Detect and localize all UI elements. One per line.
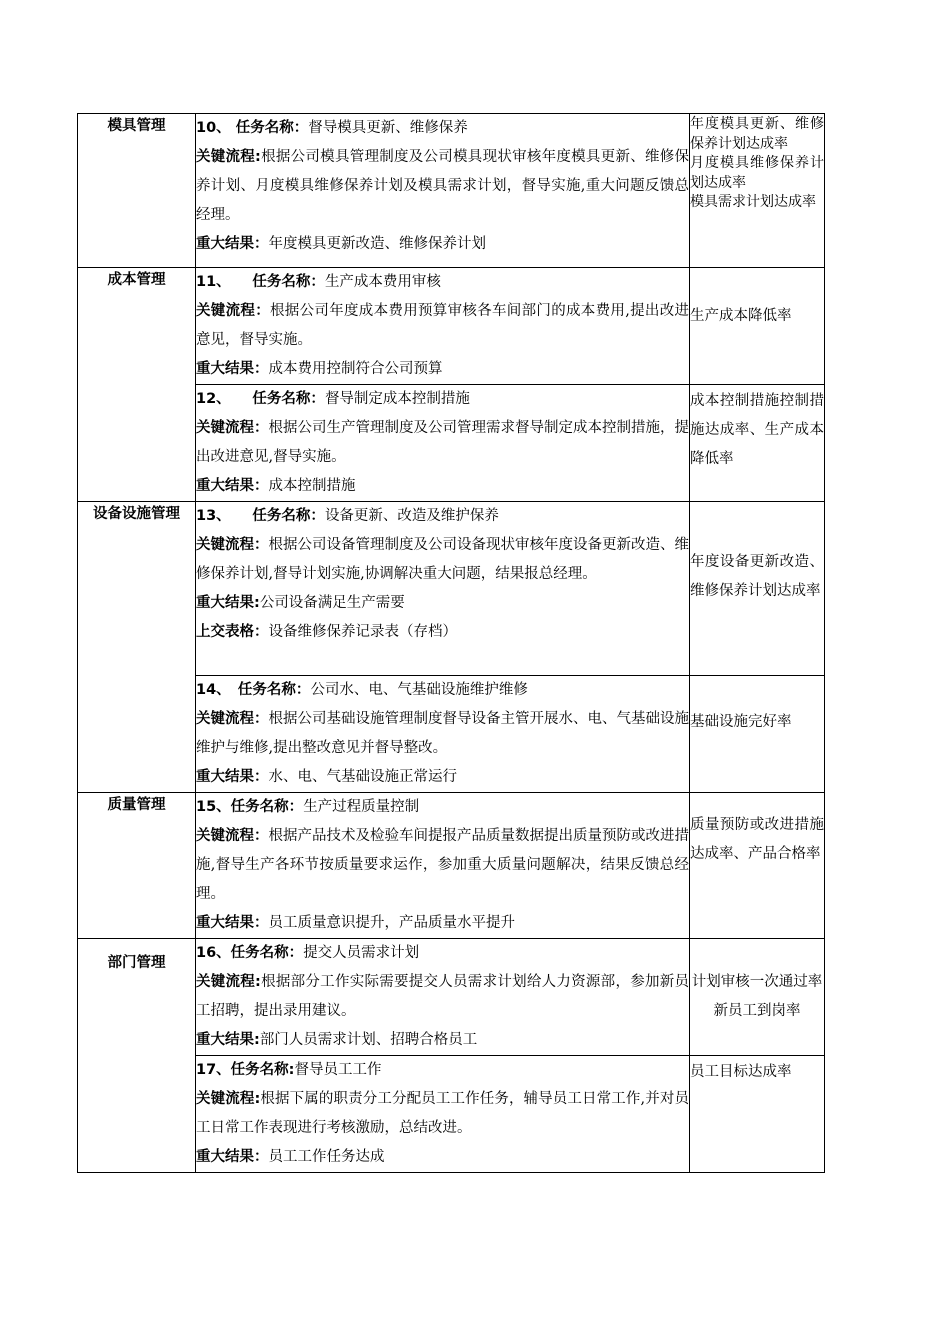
result-text: 员工工作任务达成: [268, 1149, 385, 1165]
task-title-label: 10、 任务名称：: [196, 120, 309, 136]
process-text: 根据公司生产管理制度及公司管理需求督导制定成本控制措施，提出改进意见,督导实施。: [196, 420, 689, 465]
task-cell: [196, 939, 690, 1056]
kpi-text: 年度模具更新、维修保养计划达成率: [690, 116, 824, 152]
task-title-text: 督导制定成本控制措施: [324, 391, 470, 407]
task-title: [196, 502, 689, 531]
kpi-text: 模具需求计划达成率: [690, 194, 816, 210]
task-title-text: 生产过程质量控制: [303, 799, 420, 815]
task-cell: [196, 385, 690, 502]
result-text: 年度模具更新改造、维修保养计划: [268, 236, 486, 252]
task-result: [196, 472, 689, 501]
task-cell: [196, 114, 690, 268]
kpi-cell: [690, 793, 825, 939]
task-title-label: 16、任务名称：: [196, 945, 304, 961]
task-process: [196, 143, 689, 230]
task-title: [196, 793, 689, 822]
process-label: 关键流程：: [196, 420, 269, 436]
task-process: [196, 705, 689, 763]
responsibility-table: [77, 113, 825, 1173]
result-label: 重大结果：: [196, 361, 269, 377]
result-text: 水、电、气基础设施正常运行: [268, 769, 457, 785]
form-text: 设备维修保养记录表（存档）: [268, 624, 457, 640]
task-result: [196, 355, 689, 384]
process-text: 根据公司模具管理制度及公司模具现状审核年度模具更新、维修保养计划、月度模具维修保养计划及模具需求计划，督导实施,重大问题反馈总经理。: [196, 149, 689, 223]
result-text: 公司设备满足生产需要: [259, 595, 405, 611]
task-process: [196, 297, 689, 355]
task-title-text: 提交人员需求计划: [303, 945, 420, 961]
task-title: [196, 114, 689, 143]
kpi-cell: [690, 114, 825, 268]
process-label: 关键流程:: [196, 1091, 261, 1107]
task-title-text: 督导员工工作: [294, 1062, 382, 1078]
task-cell: [196, 676, 690, 793]
result-label: 重大结果：: [196, 1149, 269, 1165]
task-process: [196, 414, 689, 472]
task-cell: [196, 502, 690, 676]
process-text: 根据公司年度成本费用预算审核各车间部门的成本费用,提出改进意见，督导实施。: [196, 303, 689, 348]
task-title-text: 生产成本费用审核: [324, 274, 441, 290]
task-title: [196, 385, 689, 414]
process-label: 关键流程:: [196, 974, 261, 990]
task-title-label: 12、 任务名称：: [196, 391, 325, 407]
category-cell: 部门管理: [78, 939, 196, 1173]
task-title-text: 公司水、电、气基础设施维护维修: [310, 682, 528, 698]
task-title-label: 17、任务名称:: [196, 1062, 295, 1078]
result-label: 重大结果:: [196, 1032, 260, 1048]
table-row: [78, 939, 825, 1056]
process-text: 根据公司设备管理制度及公司设备现状审核年度设备更新改造、维修保养计划,督导计划实施,协调解决重大问题，结果报总经理。: [196, 537, 689, 582]
result-label: 重大结果:: [196, 595, 260, 611]
process-label: 关键流程：: [196, 828, 269, 844]
kpi-text: 新员工到岗率: [713, 1003, 801, 1019]
kpi-cell: [690, 939, 825, 1056]
task-process: [196, 968, 689, 1026]
task-result: [196, 589, 689, 618]
kpi-cell: [690, 676, 825, 793]
task-title-text: 设备更新、改造及维护保养: [324, 508, 499, 524]
task-process: [196, 531, 689, 589]
process-text: 根据下属的职责分工分配员工工作任务，辅导员工日常工作,并对员工日常工作表现进行考核激励，总结改进。: [196, 1091, 689, 1136]
kpi-cell: [690, 385, 825, 502]
category-cell: 设备设施管理: [78, 502, 196, 793]
result-text: 部门人员需求计划、招聘合格员工: [259, 1032, 478, 1048]
process-text: 根据产品技术及检验车间提报产品质量数据提出质量预防或改进措施,督导生产各环节按质量要求运作，参加重大质量问题解决，结果反馈总经理。: [196, 828, 689, 902]
task-title: [196, 676, 689, 705]
task-result: [196, 230, 689, 259]
kpi-text: 员工目标达成率: [690, 1064, 792, 1080]
result-label: 重大结果：: [196, 478, 269, 494]
table-row: [78, 114, 825, 268]
task-process: [196, 822, 689, 909]
table-row: [78, 268, 825, 385]
task-result: [196, 1026, 689, 1055]
result-label: 重大结果：: [196, 769, 269, 785]
kpi-cell: [690, 1056, 825, 1173]
task-title: [196, 939, 689, 968]
task-process: [196, 1085, 689, 1143]
kpi-text: 月度模具维修保养计划达成率: [690, 155, 824, 191]
result-text: 成本费用控制符合公司预算: [268, 361, 443, 377]
task-cell: [196, 1056, 690, 1173]
task-title-text: 督导模具更新、维修保养: [308, 120, 468, 136]
task-title-label: 13、 任务名称：: [196, 508, 325, 524]
process-label: 关键流程：: [196, 711, 269, 727]
task-cell: [196, 268, 690, 385]
result-label: 重大结果：: [196, 236, 269, 252]
kpi-text: 年度设备更新改造、维修保养计划达成率: [690, 554, 824, 599]
process-text: 根据公司基础设施管理制度督导设备主管开展水、电、气基础设施维护与维修,提出整改意见并督导整改。: [196, 711, 689, 756]
result-label: 重大结果：: [196, 915, 269, 931]
task-result: [196, 1143, 689, 1172]
process-text: 根据部分工作实际需要提交人员需求计划给人力资源部，参加新员工招聘，提出录用建议。: [196, 974, 689, 1019]
task-result: [196, 909, 689, 938]
kpi-text: 成本控制措施控制措施达成率、生产成本降低率: [690, 393, 824, 467]
kpi-text: 质量预防或改进措施达成率、产品合格率: [690, 817, 824, 862]
result-text: 员工质量意识提升，产品质量水平提升: [268, 915, 515, 931]
kpi-cell: [690, 502, 825, 676]
kpi-cell: [690, 268, 825, 385]
form-label: 上交表格：: [196, 624, 269, 640]
process-label: 关键流程：: [196, 537, 269, 553]
table-row: [78, 793, 825, 939]
result-text: 成本控制措施: [268, 478, 356, 494]
task-title-label: 14、 任务名称：: [196, 682, 311, 698]
category-cell: 成本管理: [78, 268, 196, 502]
kpi-text: 计划审核一次通过率: [691, 974, 823, 990]
kpi-text: 基础设施完好率: [690, 714, 792, 730]
task-title: [196, 268, 689, 297]
category-cell: 质量管理: [78, 793, 196, 939]
task-form: [196, 618, 689, 647]
category-cell: 模具管理: [78, 114, 196, 268]
process-label: 关键流程：: [196, 303, 270, 319]
task-title-label: 11、 任务名称：: [196, 274, 325, 290]
task-title-label: 15、任务名称：: [196, 799, 304, 815]
kpi-text: 生产成本降低率: [690, 308, 792, 324]
process-label: 关键流程:: [196, 149, 261, 165]
task-title: [196, 1056, 689, 1085]
task-cell: [196, 793, 690, 939]
task-result: [196, 763, 689, 792]
table-row: [78, 502, 825, 676]
